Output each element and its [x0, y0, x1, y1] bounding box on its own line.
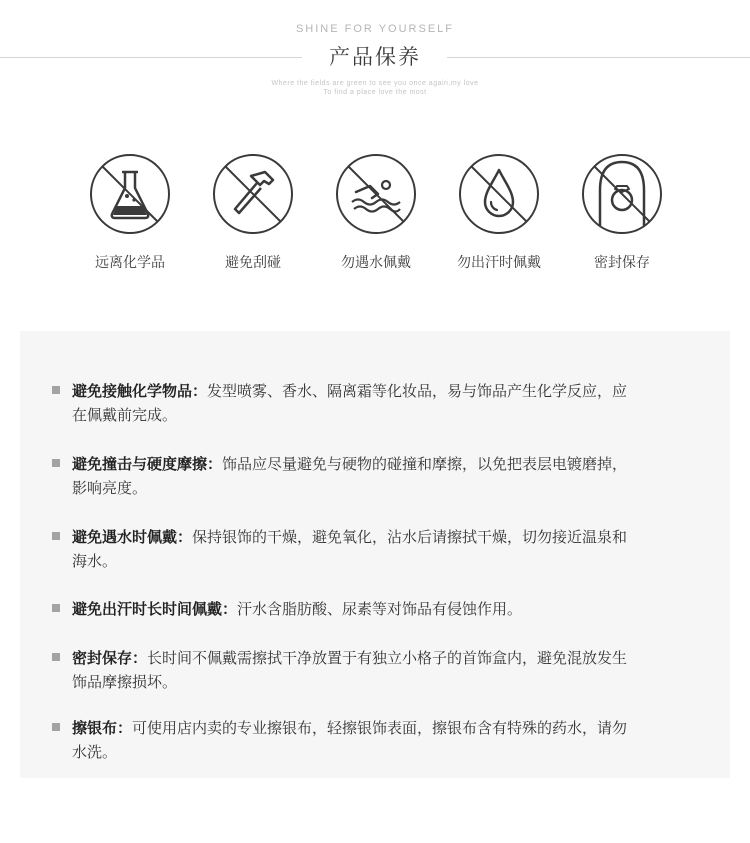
care-item-storage: [560, 152, 684, 272]
care-tips-panel: [20, 331, 730, 778]
care-label-water: 勿遇水佩戴: [341, 255, 411, 271]
tip-line: [72, 452, 706, 476]
care-item-water: [314, 152, 438, 272]
header-subtitle-1: Where the fields are green to see you once again,my love: [271, 80, 479, 87]
tip-body: 可使用店内卖的专业擦银布，轻擦银饰表面，擦银布含有特殊的药水，请勿: [132, 719, 628, 737]
chemical-flask-icon: [88, 152, 172, 236]
bullet-square: [52, 653, 60, 661]
tip-line-2: 海水。: [72, 552, 118, 570]
care-item-scratch: [191, 152, 315, 272]
swimmer-icon: [334, 152, 418, 236]
page-title: 产品保养: [329, 45, 421, 69]
tip-line: [72, 379, 706, 403]
tip-line-2: 水洗。: [72, 743, 118, 761]
bullet-square: [52, 459, 60, 467]
tip-line-2: 在佩戴前完成。: [72, 406, 178, 424]
care-label-storage: 密封保存: [594, 255, 650, 271]
care-item-chemicals: [68, 152, 192, 272]
header-kicker: SHINE FOR YOURSELF: [295, 23, 455, 35]
bullet-square: [52, 386, 60, 394]
tip-title: 擦银布：: [72, 719, 133, 737]
care-label-scratch: 避免刮碰: [225, 255, 281, 271]
water-drop-icon: [457, 152, 541, 236]
tip-title: 避免遇水时佩戴：: [72, 528, 193, 546]
tip-title: 避免出汗时长时间佩戴：: [72, 600, 238, 618]
tip-body: 饰品应尽量避免与硬物的碰撞和摩擦，以免把表层电镀磨掉，: [222, 455, 628, 473]
tip-line: [72, 597, 706, 621]
section-header: [0, 41, 750, 71]
care-label-sweat: 勿出汗时佩戴: [457, 255, 541, 271]
tip-body: 发型喷雾、香水、隔离霜等化妆品，易与饰品产生化学反应，应: [207, 382, 628, 400]
divider-right: [447, 57, 750, 58]
care-icons-row: [0, 152, 750, 282]
tip-body: 长时间不佩戴需擦拭干净放置于有独立小格子的首饰盒内，避免混放发生: [147, 649, 628, 667]
care-label-chemicals: 远离化学品: [95, 255, 165, 271]
tip-title: 避免接触化学物品：: [72, 382, 208, 400]
tip-body: 汗水含脂肪酸、尿素等对饰品有侵蚀作用。: [237, 600, 523, 618]
tip-title: 避免撞击与硬度摩擦：: [72, 455, 223, 473]
tip-body: 保持银饰的干燥，避免氧化，沾水后请擦拭干燥，切勿接近温泉和: [192, 528, 628, 546]
tip-line-2: 影响亮度。: [72, 479, 148, 497]
ring-in-box-icon: [580, 152, 664, 236]
bullet-square: [52, 532, 60, 540]
bullet-square: [52, 723, 60, 731]
bullet-square: [52, 604, 60, 612]
hammer-icon: [211, 152, 295, 236]
tip-line: [72, 525, 706, 549]
care-item-sweat: [437, 152, 561, 272]
tip-line: [72, 646, 706, 670]
header-subtitle-2: To find a place love the most: [323, 89, 427, 96]
tip-line-2: 饰品摩擦损坏。: [72, 673, 178, 691]
tip-title: 密封保存：: [72, 649, 148, 667]
tip-line: [72, 716, 706, 740]
